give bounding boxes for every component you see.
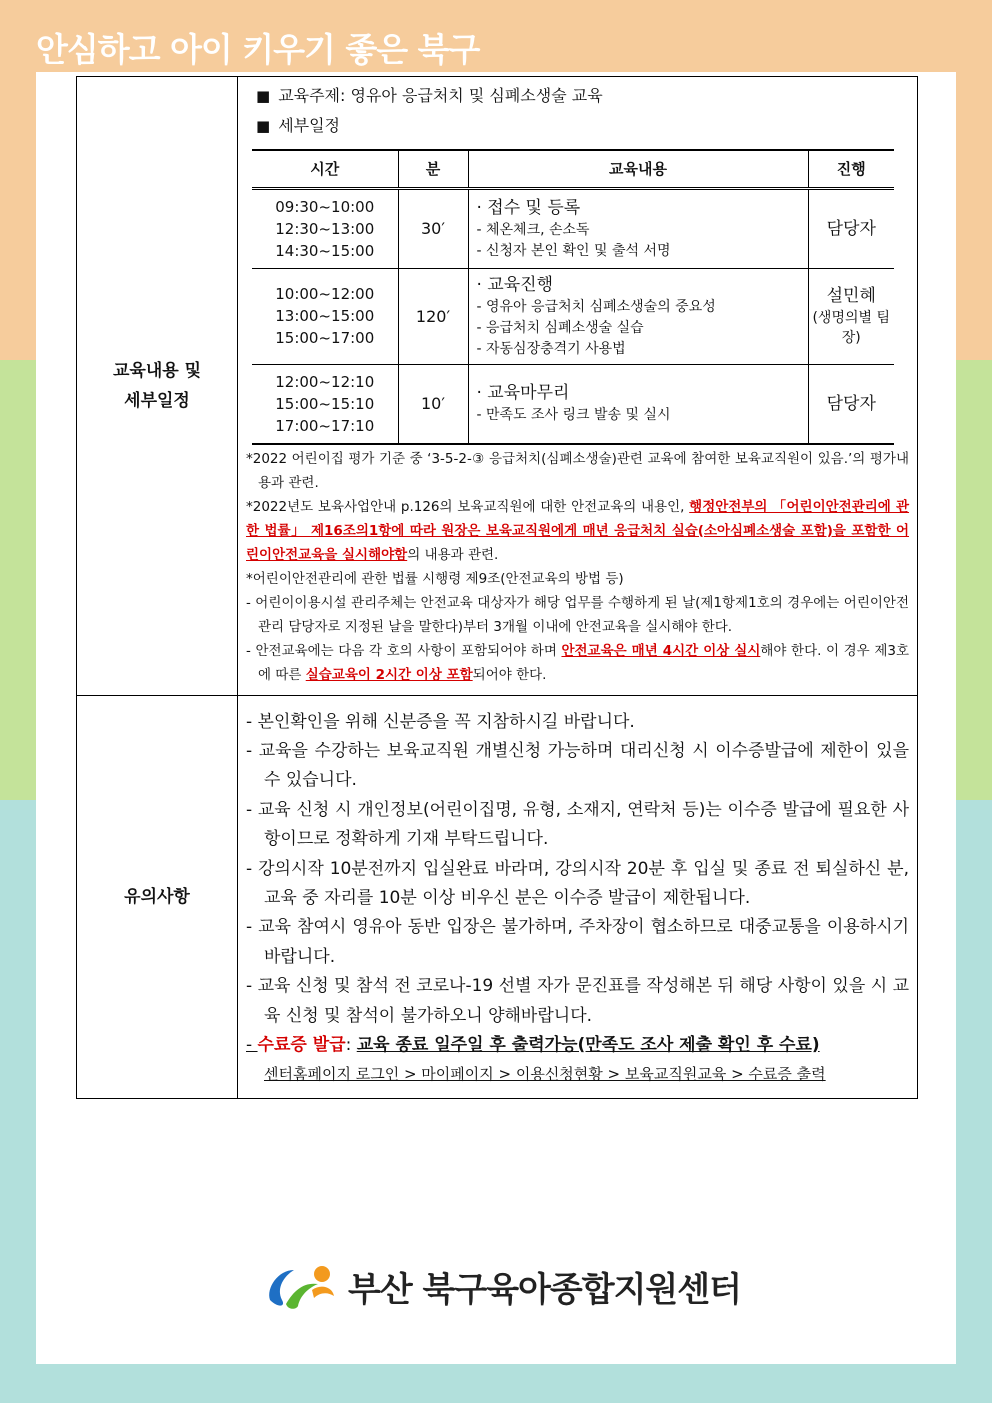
content-head: · 접수 및 등록: [476, 197, 581, 218]
logo-swoosh-green: [286, 1284, 318, 1309]
lead-cell: [808, 268, 894, 364]
content-cell: [468, 188, 808, 268]
content-item: - 신청자 본인 확인 및 출석 서명: [476, 242, 671, 259]
note-text: 의 내용과 관련.: [407, 546, 499, 563]
content-item: - 응급처치 심폐소생술 실습: [476, 319, 644, 336]
time-cell: [252, 364, 398, 444]
content-item: - 영유아 응급처치 심폐소생술의 중요성: [476, 298, 716, 315]
caution-item: - 본인확인을 위해 신분증을 꼭 지참하시길 바랍니다.: [246, 711, 635, 732]
note-childcare-guide: [246, 495, 909, 567]
lead-cell: [808, 364, 894, 444]
time-slot: 15:00~17:00: [275, 329, 375, 347]
caution-item: - 교육 신청 시 개인정보(어린이집명, 유형, 소재지, 연락처 등)는 이수증 발급에 필요한 사항이므로 정확하게 기재 부탁드립니다.: [246, 799, 909, 850]
content-cell: [468, 268, 808, 364]
time-slot: 10:00~12:00: [275, 285, 375, 303]
regulation-notes: [246, 447, 909, 687]
content-head: · 교육진행: [476, 274, 553, 295]
logo-dot-orange: [314, 1266, 330, 1282]
certificate-text: 교육 종료 일주일 후 출력가능(만족도 조사 제출 확인 후 수료): [356, 1034, 820, 1055]
certificate-item: [246, 1031, 909, 1060]
info-table: [76, 76, 918, 1099]
note-deadline: - 어린이이용시설 관리주체는 안전교육 대상자가 해당 업무를 수행하게 된 날(제1항제1호의 경우에는 어린이안전관리 담당자로 지정된 날을 말한다)부터 3개월 이내에 안전교육을 실시해야 한다.: [246, 594, 909, 635]
schedule-section: [77, 77, 918, 696]
content-item: - 자동심장충격기 사용법: [476, 340, 626, 357]
lead-role: (생명의별 팀장): [812, 310, 891, 346]
schedule-header-row: [252, 150, 894, 188]
note-highlight: 실습교육이 2시간 이상 포함: [305, 666, 473, 683]
note-text: 해야 한다. 이 경우 제3호에 따른: [258, 642, 909, 683]
note-evaluation: *2022 어린이집 평가 기준 중 ‘3-5-2-③ 응급처치(심폐소생술)관련 교육에 참여한 보육교직원이 있음.’의 평가내용과 관련.: [246, 450, 909, 491]
caution-item: - 교육 참여시 영유아 동반 입장은 불가하며, 주차장이 협소하므로 대중교통을 이용하시기 바랍니다.: [246, 917, 909, 967]
center-name: 부산 북구육아종합지원센터: [348, 1269, 741, 1310]
time-slot: 12:00~12:10: [275, 372, 375, 391]
note-hours: [246, 639, 909, 687]
logo-swoosh-orange: [312, 1287, 334, 1298]
square-bullet-icon: ■: [256, 87, 271, 105]
banner-title: 안심하고 아이 키우기 좋은 북구: [36, 30, 480, 69]
cautions-list: [246, 700, 909, 1090]
header-time: 시간: [252, 150, 398, 188]
header-content: 교육내용: [468, 150, 808, 188]
time-slot: 15:00~15:10: [275, 394, 375, 413]
lead-cell: [808, 188, 894, 268]
schedule-row-closing: [252, 364, 894, 444]
note-highlight: 안전교육은 매년 4시간 이상 실시: [561, 642, 761, 659]
cautions-label-cell: 유의사항: [77, 695, 238, 1098]
note-text: - 안전교육에는 다음 각 호의 사항이 포함되어야 하며: [246, 642, 562, 659]
schedule-row-registration: [252, 188, 894, 268]
lead-name: 담당자: [826, 393, 876, 414]
cautions-content-cell: [238, 695, 918, 1098]
topic-text: 교육주제: 영유아 응급처치 및 심폐소생술 교육: [278, 86, 603, 105]
time-cell: [252, 268, 398, 364]
caution-item: - 교육 신청 및 참석 전 코로나-19 선별 자가 문진표를 작성해본 뒤 해당 사항이 있을 시 교육 신청 및 참석이 불가하오니 양해바랍니다.: [246, 976, 909, 1026]
time-cell: [252, 188, 398, 268]
content-item: - 만족도 조사 링크 발송 및 실시: [476, 407, 671, 423]
schedule-table: [252, 149, 894, 445]
note-enforcement-decree: *어린이안전관리에 관한 법률 시행령 제9조(안전교육의 방법 등): [246, 570, 624, 587]
certificate-label: 수료증 발급: [257, 1034, 346, 1055]
content-cell: [468, 364, 808, 444]
lead-name: 담당자: [826, 218, 876, 239]
header-lead: 진행: [808, 150, 894, 188]
time-slot: 14:30~15:00: [275, 241, 375, 260]
time-slot: 13:00~15:00: [275, 307, 375, 325]
note-text: *2022년도 보육사업안내 p.126의 보육교직원에 대한 안전교육의 내용인,: [246, 498, 690, 515]
caution-item: - 강의시작 10분전까지 입실완료 바라며, 강의시작 20분 후 입실 및 종료 전 퇴실하신 분, 교육 중 자리를 10분 이상 비우신 분은 이수증 발급이 제한됩니다.: [246, 858, 909, 908]
schedule-label-cell: [77, 77, 238, 696]
cautions-section: [77, 695, 918, 1098]
schedule-row-training: [252, 268, 894, 364]
center-logo-icon: [264, 1260, 342, 1312]
caution-item: - 교육을 수강하는 보육교직원 개별신청 가능하며 대리신청 시 이수증발급에 제한이 있을 수 있습니다.: [246, 740, 909, 791]
content-item: - 체온체크, 손소독: [476, 221, 590, 238]
header-minutes: 분: [398, 150, 468, 188]
document-page: [36, 72, 956, 1364]
minutes-cell: 120′: [398, 268, 468, 364]
certificate-dash: -: [246, 1034, 258, 1055]
time-slot: 12:30~13:00: [275, 219, 375, 238]
time-slot: 09:30~10:00: [275, 197, 375, 216]
footer-org: [264, 1260, 741, 1312]
schedule-label-line1: 교육내용 및: [112, 360, 202, 381]
certificate-colon: :: [345, 1034, 357, 1055]
certificate-path: 센터홈페이지 로그인 > 마이페이지 > 이용신청현황 > 보육교직원교육 > 수료증 출력: [264, 1065, 826, 1084]
detail-schedule-heading: [246, 111, 909, 141]
schedule-content-cell: [238, 77, 918, 696]
note-text: 되어야 한다.: [472, 666, 547, 683]
subtopic-text: 세부일정: [278, 116, 341, 135]
minutes-cell: 30′: [398, 188, 468, 268]
lead-name: 설민혜: [826, 286, 876, 306]
note-highlight: 행정안전부의 「어린이안전관리에 관한 법률」 제16조의1항에 따라 원장은 보육교직원에게 매년 응급처치 실습(소아심폐소생술 포함)을 포함한 어린이안전교육을 실시해야함: [246, 498, 910, 563]
square-bullet-icon: ■: [256, 117, 271, 135]
education-topic: [246, 81, 909, 111]
schedule-label-line2: 세부일정: [124, 390, 190, 411]
content-head: · 교육마무리: [476, 383, 570, 403]
time-slot: 17:00~17:10: [275, 416, 375, 435]
minutes-cell: 10′: [398, 364, 468, 444]
